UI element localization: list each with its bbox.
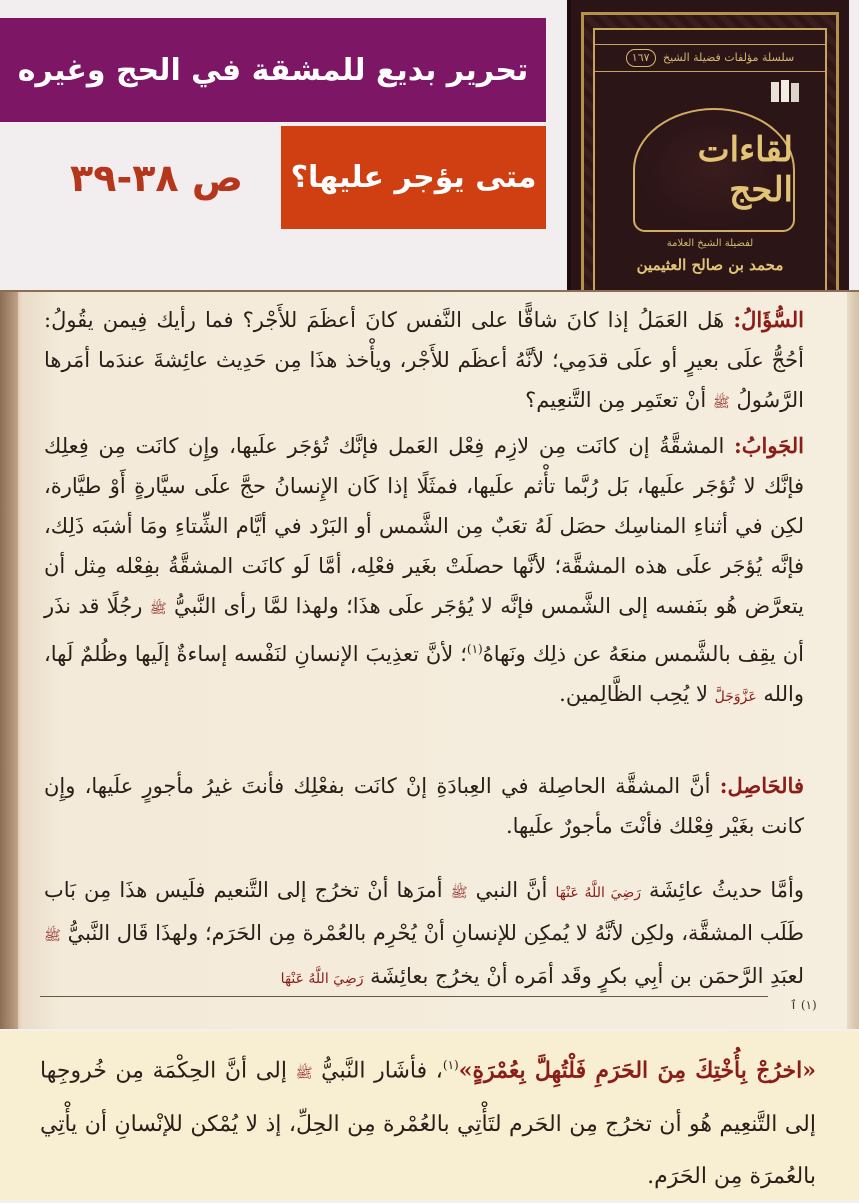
book-author-label: لفضيلة الشيخ العلامة xyxy=(666,238,754,249)
answer-text-cont: رجُلًا قد نذَر أن يقِف بالشَّمس منعَهُ عن ذلِك ونَهاهُ xyxy=(44,594,804,666)
page-spine xyxy=(0,292,18,1029)
honorific-prophet: ﷺ xyxy=(44,928,61,944)
page-reference: ص ٣٨-٣٩ xyxy=(70,156,243,200)
aisha-text-cont-2: أمرَها أنْ تخرُج إلى التَّنعيم فلَيس هذَا مِن بَاب طَلَب المشقَّة، ولكِن لأنَّهُ لا يُمكِن للإنسانِ أنْ يُحْرِم بالعُمْرة مِن الحَرَم؛ ولهذَا قَال النَّبيُّ xyxy=(44,878,804,945)
book-series-number: ١٦٧ xyxy=(626,49,656,67)
book-page-scan xyxy=(0,290,859,1029)
question-label: السُّؤَالُ: xyxy=(733,307,804,332)
subtitle-box xyxy=(281,126,546,229)
aisha-text-cont: أنَّ النبي xyxy=(475,878,548,902)
answer-text: المشقَّةُ إن كانَت مِن لازِم فِعْل العَمل فإنَّك تُؤجَر علَيها، وإِن كانَت مِن فِعلِك فإنَّك لا تُؤجَر علَيها، بَل رُبَّما تأْثم علَيها، فمثَلًا إذا كَان الإِنسانُ حجَّ علَى سيَّارةٍ أَوْ طيَّارة، لكِن في أثناءِ المناسِك حصَل لَهُ تعَبٌ مِن الشَّمس أو البَرْد في أيَّام الشِّتاءِ ومَا أشبَه ذَلِك، فإنَّه يُؤجَر علَى هذه المشقَّة؛ لأنَّها حصلَتْ بغَير فعْلِه، أمَّا لَو كانَت المشقَّةُ بفِعْله مِثل أن يتعرَّض هُو بنَفسه إلى الشَّمس فإنَّه لا يُؤجَر علَى هذَا؛ ولهذا لمَّا رأى النَّبيُّ xyxy=(44,434,804,618)
question-text: هَل العَمَلُ إذا كانَ شاقًّا على النَّفس كانَ أعظَمَ للأَجْر؟ فما رأيك فِيمن يقُولُ: أحُجُّ علَى بعيرٍ أو علَى قدَمِي؛ لأنَّهُ أعظَم للأَجْر، ويأْخذ هذَا مِن حَدِيث عائِشةَ عندَما أمَرها الرَّسُولُ xyxy=(44,308,804,412)
conclusion-paragraph xyxy=(44,766,804,846)
answer-text-end: لا يُحِب الظَّالِمين. xyxy=(559,682,708,706)
continuation-text-end: إلى أنَّ الحِكْمَة مِن خُروجِها إلى التَّنعِيم هُو أن تخرُج مِن الحَرم لتَأْتِي بالعُمْرة مِن الحِلِّ، إذ لا يُمْكن للإنْسانِ أن يأْتِي بالعُمرَة مِن الحَرَم. xyxy=(40,1058,816,1190)
honorific-aisha: رَضِيَ اللَّهُ عَنْهَا xyxy=(555,885,641,901)
honorific-aisha: رَضِيَ اللَّهُ عَنْهَا xyxy=(280,971,364,987)
aisha-text-cont-3: لعبَدِ الرَّحمَن بن أبِي بكرٍ وقَد أمَره أنْ يخرُج بعائِشَة xyxy=(370,964,804,988)
continuation-paragraph xyxy=(40,1039,816,1203)
book-author-name: محمد بن صالح العثيمين xyxy=(636,256,784,274)
subtitle-text: متى يؤجر عليها؟ xyxy=(290,160,537,195)
question-text-end: أنْ تعتَمِر مِن التَّنعِيم؟ xyxy=(525,388,707,412)
book-title-medallion xyxy=(633,108,795,232)
book-inner-frame xyxy=(593,28,827,290)
honorific-allah: عَزَّوَجَلَّ xyxy=(714,689,757,705)
aisha-text: وأمَّا حديثُ عائِشَة xyxy=(649,878,804,902)
book-cover xyxy=(567,0,849,290)
question-paragraph xyxy=(44,300,804,423)
footnote-ref: (١) xyxy=(442,1058,459,1072)
book-title: لقاءات الحج xyxy=(697,130,793,210)
header xyxy=(0,0,859,290)
book-series-text: سلسلة مؤلفات فضيلة الشيخ xyxy=(663,51,795,64)
footnote-divider xyxy=(40,996,768,997)
hadith-quote: «اخرُجْ بِأُخْتِكَ مِنَ الحَرَمِ فَلْتُهِلَّ بِعُمْرَةٍ» xyxy=(458,1057,816,1084)
continuation-strip xyxy=(0,1031,859,1200)
title-banner xyxy=(0,18,546,122)
honorific-prophet: ﷺ xyxy=(450,885,468,901)
answer-text-cont-2: ؛ لأنَّ تعذِيبَ الإنسانِ لنَفْسه إساءةٌ إلَيها وظُلمٌ لَها، والله xyxy=(44,642,804,706)
answer-label: الجَوابُ: xyxy=(734,433,804,458)
honorific-prophet: ﷺ xyxy=(149,601,167,617)
honorific-prophet: ﷺ xyxy=(295,1065,313,1082)
continuation-text: ، فأشَار النَّبيُّ xyxy=(321,1058,443,1084)
footnote-ref: (١) xyxy=(466,642,483,656)
page-edge xyxy=(847,292,859,1029)
title-text: تحرير بديع للمشقة في الحج وغيره xyxy=(17,52,529,88)
book-series-line xyxy=(595,44,825,72)
honorific-prophet: ﷺ xyxy=(712,395,730,411)
aisha-paragraph xyxy=(44,870,804,999)
conclusion-text: أنَّ المشقَّة الحاصِلة في العِبادَةِ إنْ كانَت بفعْلِك فأنتَ غيرُ مأجورٍ علَيها، وإِن كانت بغَيْر فِعْلك فأنْتَ مأجورٌ علَيها. xyxy=(44,774,804,838)
conclusion-label: فالحَاصِل: xyxy=(719,773,804,798)
books-icon xyxy=(769,78,803,104)
footnote-stub: (١) ٱ xyxy=(790,998,817,1012)
answer-paragraph xyxy=(44,426,804,717)
